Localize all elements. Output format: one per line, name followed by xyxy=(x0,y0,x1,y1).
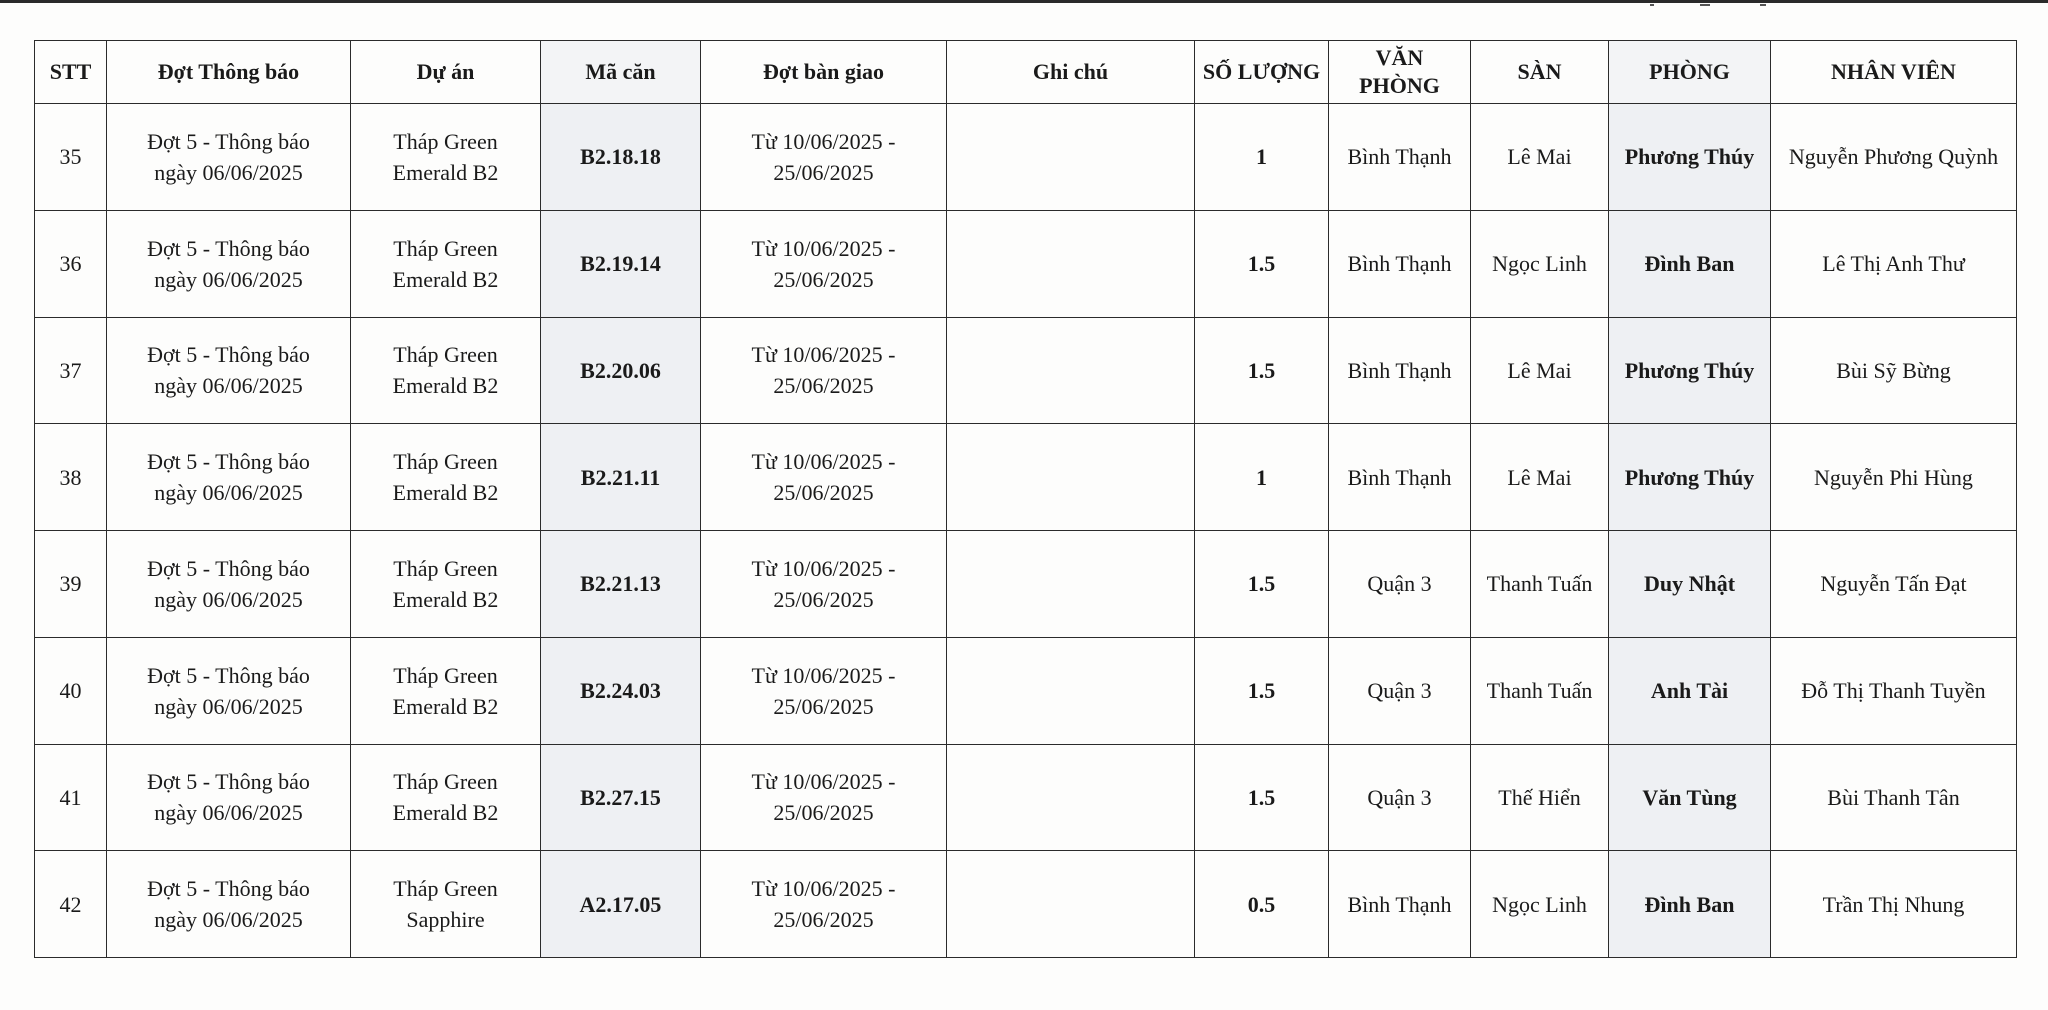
cell-du-an xyxy=(351,637,541,744)
cell-ghi-chu xyxy=(947,104,1195,211)
dot-line1: Đợt 5 - Thông báo xyxy=(147,555,310,581)
cell-van-phong: Bình Thạnh xyxy=(1329,104,1471,211)
ban-giao-line2: 25/06/2025 xyxy=(773,907,874,933)
du-an-line2: Emerald B2 xyxy=(392,159,499,185)
table-row xyxy=(35,317,2017,424)
cell-dot-ban-giao xyxy=(701,744,947,851)
header-ma-can: Mã căn xyxy=(541,41,701,104)
cell-nhan-vien: Nguyễn Phi Hùng xyxy=(1771,424,2017,531)
du-an-line1: Tháp Green xyxy=(393,128,498,154)
cell-san: Lê Mai xyxy=(1471,317,1609,424)
top-border-line xyxy=(0,0,2048,3)
header-ghi-chu: Ghi chú xyxy=(947,41,1195,104)
dot-line2: ngày 06/06/2025 xyxy=(154,693,303,719)
dot-line2: ngày 06/06/2025 xyxy=(154,159,303,185)
cell-phong: Phương Thúy xyxy=(1609,424,1771,531)
du-an-line1: Tháp Green xyxy=(393,555,498,581)
dot-line2: ngày 06/06/2025 xyxy=(154,586,303,612)
dot-line2: ngày 06/06/2025 xyxy=(154,373,303,399)
cell-san: Lê Mai xyxy=(1471,104,1609,211)
cell-ma-can: B2.20.06 xyxy=(541,317,701,424)
ban-giao-line1: Từ 10/06/2025 - xyxy=(751,662,896,688)
cell-ma-can: A2.17.05 xyxy=(541,851,701,958)
header-stt: STT xyxy=(35,41,107,104)
cell-san: Lê Mai xyxy=(1471,424,1609,531)
du-an-line1: Tháp Green xyxy=(393,662,498,688)
cell-ma-can: B2.21.13 xyxy=(541,531,701,638)
header-dot-ban-giao: Đợt bàn giao xyxy=(701,41,947,104)
cell-du-an xyxy=(351,210,541,317)
cell-dot-ban-giao xyxy=(701,104,947,211)
cell-stt: 42 xyxy=(35,851,107,958)
du-an-line2: Sapphire xyxy=(406,907,485,933)
cell-dot-thong-bao xyxy=(107,851,351,958)
du-an-line1: Tháp Green xyxy=(393,769,498,795)
cell-du-an xyxy=(351,104,541,211)
header-phong: PHÒNG xyxy=(1609,41,1771,104)
du-an-line2: Emerald B2 xyxy=(392,480,499,506)
ban-giao-line2: 25/06/2025 xyxy=(773,693,874,719)
ban-giao-line2: 25/06/2025 xyxy=(773,586,874,612)
ban-giao-line2: 25/06/2025 xyxy=(773,266,874,292)
du-an-line2: Emerald B2 xyxy=(392,800,499,826)
ban-giao-line2: 25/06/2025 xyxy=(773,159,874,185)
ban-giao-line1: Từ 10/06/2025 - xyxy=(751,876,896,902)
header-van-phong-line2: PHÒNG xyxy=(1359,73,1440,98)
cell-ghi-chu xyxy=(947,210,1195,317)
cell-phong: Văn Tùng xyxy=(1609,744,1771,851)
cell-ghi-chu xyxy=(947,317,1195,424)
cell-stt: 40 xyxy=(35,637,107,744)
cell-so-luong: 1.5 xyxy=(1195,210,1329,317)
cell-so-luong: 1.5 xyxy=(1195,637,1329,744)
header-nhan-vien: NHÂN VIÊN xyxy=(1771,41,2017,104)
cell-san: Thế Hiển xyxy=(1471,744,1609,851)
handover-table xyxy=(34,40,2017,958)
cell-dot-thong-bao xyxy=(107,104,351,211)
cell-phong: Đình Ban xyxy=(1609,851,1771,958)
scan-speck xyxy=(1760,4,1766,6)
cell-dot-thong-bao xyxy=(107,317,351,424)
cell-dot-thong-bao xyxy=(107,424,351,531)
cell-dot-ban-giao xyxy=(701,424,947,531)
ban-giao-line1: Từ 10/06/2025 - xyxy=(751,342,896,368)
header-van-phong-line1: VĂN xyxy=(1375,45,1424,70)
cell-van-phong: Bình Thạnh xyxy=(1329,210,1471,317)
header-san: SÀN xyxy=(1471,41,1609,104)
ban-giao-line2: 25/06/2025 xyxy=(773,800,874,826)
ban-giao-line1: Từ 10/06/2025 - xyxy=(751,769,896,795)
cell-van-phong: Bình Thạnh xyxy=(1329,424,1471,531)
cell-stt: 38 xyxy=(35,424,107,531)
du-an-line1: Tháp Green xyxy=(393,449,498,475)
cell-du-an xyxy=(351,531,541,638)
cell-phong: Duy Nhật xyxy=(1609,531,1771,638)
dot-line1: Đợt 5 - Thông báo xyxy=(147,769,310,795)
cell-van-phong: Quận 3 xyxy=(1329,531,1471,638)
cell-dot-ban-giao xyxy=(701,317,947,424)
cell-ghi-chu xyxy=(947,851,1195,958)
cell-du-an xyxy=(351,317,541,424)
du-an-line2: Emerald B2 xyxy=(392,266,499,292)
cell-dot-thong-bao xyxy=(107,637,351,744)
cell-ghi-chu xyxy=(947,744,1195,851)
ban-giao-line1: Từ 10/06/2025 - xyxy=(751,555,896,581)
cell-ma-can: B2.24.03 xyxy=(541,637,701,744)
cell-stt: 39 xyxy=(35,531,107,638)
cell-ma-can: B2.27.15 xyxy=(541,744,701,851)
cell-so-luong: 1.5 xyxy=(1195,744,1329,851)
du-an-line1: Tháp Green xyxy=(393,876,498,902)
ban-giao-line1: Từ 10/06/2025 - xyxy=(751,128,896,154)
cell-dot-ban-giao xyxy=(701,531,947,638)
du-an-line2: Emerald B2 xyxy=(392,693,499,719)
cell-dot-thong-bao xyxy=(107,744,351,851)
cell-so-luong: 1.5 xyxy=(1195,317,1329,424)
cell-nhan-vien: Đỗ Thị Thanh Tuyền xyxy=(1771,637,2017,744)
dot-line2: ngày 06/06/2025 xyxy=(154,907,303,933)
cell-ghi-chu xyxy=(947,424,1195,531)
cell-phong: Phương Thúy xyxy=(1609,104,1771,211)
cell-phong: Phương Thúy xyxy=(1609,317,1771,424)
table-row xyxy=(35,531,2017,638)
table-row xyxy=(35,210,2017,317)
du-an-line2: Emerald B2 xyxy=(392,586,499,612)
cell-stt: 37 xyxy=(35,317,107,424)
cell-van-phong: Quận 3 xyxy=(1329,744,1471,851)
header-van-phong xyxy=(1329,41,1471,104)
du-an-line2: Emerald B2 xyxy=(392,373,499,399)
dot-line2: ngày 06/06/2025 xyxy=(154,480,303,506)
scan-speck xyxy=(1700,4,1710,6)
du-an-line1: Tháp Green xyxy=(393,235,498,261)
ban-giao-line1: Từ 10/06/2025 - xyxy=(751,449,896,475)
cell-so-luong: 0.5 xyxy=(1195,851,1329,958)
cell-ma-can: B2.18.18 xyxy=(541,104,701,211)
dot-line1: Đợt 5 - Thông báo xyxy=(147,449,310,475)
cell-ghi-chu xyxy=(947,531,1195,638)
header-so-luong: SỐ LƯỢNG xyxy=(1195,41,1329,104)
cell-so-luong: 1 xyxy=(1195,424,1329,531)
cell-stt: 35 xyxy=(35,104,107,211)
cell-san: Thanh Tuấn xyxy=(1471,637,1609,744)
scan-speck xyxy=(1650,4,1654,6)
dot-line1: Đợt 5 - Thông báo xyxy=(147,876,310,902)
cell-san: Thanh Tuấn xyxy=(1471,531,1609,638)
table-row xyxy=(35,104,2017,211)
cell-nhan-vien: Lê Thị Anh Thư xyxy=(1771,210,2017,317)
cell-san: Ngọc Linh xyxy=(1471,851,1609,958)
cell-nhan-vien: Nguyễn Tấn Đạt xyxy=(1771,531,2017,638)
cell-dot-ban-giao xyxy=(701,637,947,744)
dot-line1: Đợt 5 - Thông báo xyxy=(147,342,310,368)
cell-ghi-chu xyxy=(947,637,1195,744)
cell-phong: Đình Ban xyxy=(1609,210,1771,317)
cell-ma-can: B2.19.14 xyxy=(541,210,701,317)
cell-du-an xyxy=(351,424,541,531)
dot-line1: Đợt 5 - Thông báo xyxy=(147,235,310,261)
dot-line2: ngày 06/06/2025 xyxy=(154,800,303,826)
cell-so-luong: 1 xyxy=(1195,104,1329,211)
cell-van-phong: Bình Thạnh xyxy=(1329,317,1471,424)
dot-line1: Đợt 5 - Thông báo xyxy=(147,128,310,154)
cell-nhan-vien: Bùi Sỹ Bừng xyxy=(1771,317,2017,424)
cell-nhan-vien: Nguyễn Phương Quỳnh xyxy=(1771,104,2017,211)
cell-stt: 36 xyxy=(35,210,107,317)
table-row xyxy=(35,744,2017,851)
dot-line1: Đợt 5 - Thông báo xyxy=(147,662,310,688)
cell-du-an xyxy=(351,744,541,851)
cell-dot-thong-bao xyxy=(107,210,351,317)
cell-nhan-vien: Trần Thị Nhung xyxy=(1771,851,2017,958)
header-dot-thong-bao: Đợt Thông báo xyxy=(107,41,351,104)
ban-giao-line2: 25/06/2025 xyxy=(773,480,874,506)
cell-so-luong: 1.5 xyxy=(1195,531,1329,638)
cell-van-phong: Quận 3 xyxy=(1329,637,1471,744)
du-an-line1: Tháp Green xyxy=(393,342,498,368)
cell-dot-ban-giao xyxy=(701,851,947,958)
dot-line2: ngày 06/06/2025 xyxy=(154,266,303,292)
header-du-an: Dự án xyxy=(351,41,541,104)
cell-van-phong: Bình Thạnh xyxy=(1329,851,1471,958)
cell-phong: Anh Tài xyxy=(1609,637,1771,744)
table-row xyxy=(35,851,2017,958)
cell-dot-ban-giao xyxy=(701,210,947,317)
cell-nhan-vien: Bùi Thanh Tân xyxy=(1771,744,2017,851)
cell-dot-thong-bao xyxy=(107,531,351,638)
cell-san: Ngọc Linh xyxy=(1471,210,1609,317)
cell-du-an xyxy=(351,851,541,958)
cell-stt: 41 xyxy=(35,744,107,851)
table-row xyxy=(35,637,2017,744)
ban-giao-line2: 25/06/2025 xyxy=(773,373,874,399)
table-body xyxy=(35,104,2017,958)
ban-giao-line1: Từ 10/06/2025 - xyxy=(751,235,896,261)
cell-ma-can: B2.21.11 xyxy=(541,424,701,531)
table-row xyxy=(35,424,2017,531)
header-row xyxy=(35,41,2017,104)
